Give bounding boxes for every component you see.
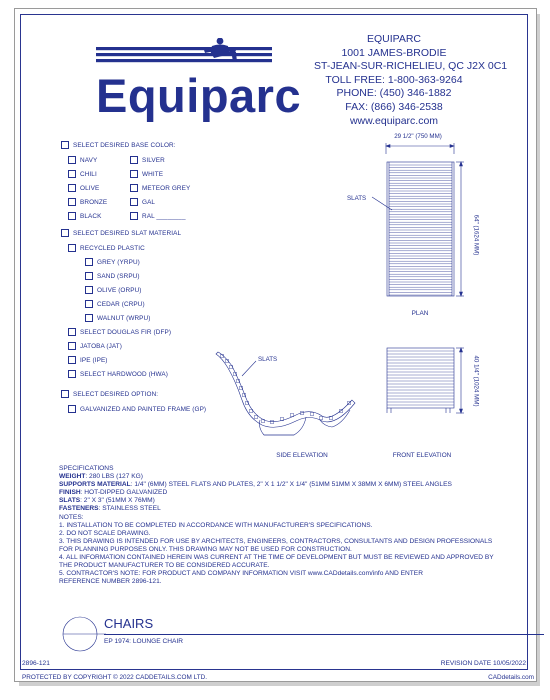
checkbox[interactable] xyxy=(68,342,76,350)
logo-text: Equiparc xyxy=(96,69,302,122)
side-slat xyxy=(270,420,273,423)
website: www.equiparc.com xyxy=(349,114,439,127)
plastic-color-option[interactable] xyxy=(85,300,145,308)
front-elevation-label: FRONT ELEVATION xyxy=(392,452,452,459)
plan-length-dimension: 64" (1624 MM) xyxy=(472,214,480,256)
spec-value: : 2" X 3" (51MM X 76MM) xyxy=(80,497,155,504)
side-slat xyxy=(254,415,257,418)
note-line: 5. CONTRACTOR'S NOTE: FOR PRODUCT AND COMPANY INFORMATION VISIT www.CADdetails.com/info AND ENTER xyxy=(59,570,423,577)
note-line: 4. ALL INFORMATION CONTAINED HEREIN WAS CURRENT AT THE TIME OF DEVELOPMENT BUT MUST BE REVIEWED AND APPROVED BY xyxy=(59,554,494,561)
option-label: SELECT DOUGLAS FIR (DFP) xyxy=(80,328,172,336)
checkbox[interactable] xyxy=(68,212,76,220)
option-label: GALVANIZED AND PAINTED FRAME (GP) xyxy=(80,405,207,413)
checkbox[interactable] xyxy=(130,212,138,220)
caddetails-link[interactable]: CADdetails.com xyxy=(488,674,534,681)
option-label: SELECT DESIRED SLAT MATERIAL xyxy=(73,229,182,237)
color-option[interactable] xyxy=(68,212,101,220)
option-label: IPE (IPE) xyxy=(80,356,108,364)
company-name: EQUIPARC xyxy=(366,33,422,45)
slat-option[interactable] xyxy=(68,342,122,350)
spec-value: : 1/4" (6MM) STEEL FLATS AND PLATES, 2" X 1 1/2" X 1/4" (51MM 51MM X 38MM X 6MM) STEEL ANGLES xyxy=(130,481,452,488)
checkbox[interactable] xyxy=(61,229,69,237)
option-label: METEOR GREY xyxy=(142,184,191,192)
plan-width-dimension: 29 1/2" (750 MM) xyxy=(394,133,442,140)
notes-title: NOTES: xyxy=(59,514,84,521)
option-label: WALNUT (WRPU) xyxy=(97,314,151,322)
plastic-color-option[interactable] xyxy=(85,258,140,266)
spec-value: : 280 LBS (127 KG) xyxy=(85,473,143,480)
drawing-subtitle: EP 1974: LOUNGE CHAIR xyxy=(104,638,184,645)
slat-material-heading[interactable] xyxy=(61,229,181,237)
checkbox[interactable] xyxy=(85,300,93,308)
title-circle-symbol xyxy=(58,614,108,654)
spec-line xyxy=(59,489,167,497)
checkbox[interactable] xyxy=(68,356,76,364)
option-label: CHILI xyxy=(80,170,97,178)
base-color-heading[interactable] xyxy=(61,141,176,149)
option-label: SELECT HARDWOOD (HWA) xyxy=(80,370,169,378)
spec-label: FINISH xyxy=(59,489,81,496)
checkbox[interactable] xyxy=(68,370,76,378)
slat-option[interactable] xyxy=(68,370,168,378)
note-line: REFERENCE NUMBER 2896-121. xyxy=(59,578,162,585)
spec-label: SUPPORTS MATERIAL xyxy=(59,481,131,488)
checkbox[interactable] xyxy=(85,272,93,280)
spec-line xyxy=(59,473,143,481)
option-label: NAVY xyxy=(80,156,98,164)
color-option[interactable] xyxy=(130,184,190,192)
option-label: SILVER xyxy=(142,156,165,164)
spec-label: WEIGHT xyxy=(59,473,86,480)
spec-line xyxy=(59,497,155,505)
contact-block xyxy=(314,33,508,128)
color-option[interactable] xyxy=(130,170,163,178)
spec-value: : HOT-DIPPED GALVANIZED xyxy=(80,489,168,496)
note-line: 3. THIS DRAWING IS INTENDED FOR USE BY ARCHITECTS, ENGINEERS, CONTRACTORS, CONSULTANTS AND DESIGN PROFESSIONALS xyxy=(59,538,493,545)
option-label: BRONZE xyxy=(80,198,108,206)
plastic-color-option[interactable] xyxy=(85,314,151,322)
note-line: 2. DO NOT SCALE DRAWING. xyxy=(59,530,151,537)
checkbox[interactable] xyxy=(130,198,138,206)
side-slat xyxy=(319,416,322,419)
option-label: OLIVE xyxy=(80,184,100,192)
checkbox[interactable] xyxy=(68,244,76,252)
checkbox[interactable] xyxy=(130,184,138,192)
checkbox[interactable] xyxy=(85,286,93,294)
color-option[interactable] xyxy=(130,212,186,220)
note-line: 1. INSTALLATION TO BE COMPLETED IN ACCORDANCE WITH MANUFACTURER'S SPECIFICATIONS. xyxy=(59,522,373,529)
side-slats xyxy=(220,354,350,423)
option-heading[interactable] xyxy=(61,390,158,398)
option-label: WHITE xyxy=(142,170,164,178)
option-label: BLACK xyxy=(80,212,102,220)
checkbox[interactable] xyxy=(85,258,93,266)
option-label: GAL xyxy=(142,198,156,206)
slat-option[interactable] xyxy=(68,356,108,364)
color-option[interactable] xyxy=(130,198,155,206)
address-line-1: 1001 JAMES-BRODIE xyxy=(341,46,447,59)
frame-option[interactable] xyxy=(68,405,206,413)
note-line: THE PRODUCT MANUFACTURER TO BE CONSIDERED ACCURATE. xyxy=(59,562,270,569)
spec-line xyxy=(59,505,161,513)
color-option[interactable] xyxy=(68,198,107,206)
side-slat xyxy=(310,412,313,415)
side-elevation-label: SIDE ELEVATION xyxy=(276,452,328,459)
fax: FAX: (866) 346-2538 xyxy=(345,100,443,113)
checkbox[interactable] xyxy=(68,328,76,336)
checkbox[interactable] xyxy=(68,156,76,164)
drawing-title: CHAIRS xyxy=(104,616,154,631)
reference-number: 2896-121 xyxy=(22,660,50,667)
checkbox[interactable] xyxy=(61,390,69,398)
equiparc-logo xyxy=(96,38,302,133)
revision-date: REVISION DATE 10/05/2022 xyxy=(440,660,526,667)
spec-line xyxy=(59,481,452,489)
option-label: CEDAR (CRPU) xyxy=(97,300,145,308)
spec-value: : STAINLESS STEEL xyxy=(98,505,161,512)
option-label: SELECT DESIRED OPTION: xyxy=(73,390,159,398)
plastic-color-option[interactable] xyxy=(85,286,142,294)
checkbox[interactable] xyxy=(68,405,76,413)
front-slats xyxy=(387,351,454,405)
title-divider xyxy=(104,634,544,635)
color-option[interactable] xyxy=(130,156,165,164)
option-label: RECYCLED PLASTIC xyxy=(80,244,145,252)
checkbox[interactable] xyxy=(68,184,76,192)
option-label: RAL ________ xyxy=(142,212,186,220)
technical-drawing xyxy=(200,130,500,460)
checkbox[interactable] xyxy=(130,156,138,164)
color-option[interactable] xyxy=(68,156,97,164)
spec-label: SLATS xyxy=(59,497,81,504)
side-slats-label: SLATS xyxy=(258,356,278,363)
front-height-dimension: 40 1/4" (1024 MM) xyxy=(472,355,480,407)
checkbox[interactable] xyxy=(85,314,93,322)
plan-slats xyxy=(389,165,452,295)
option-label: SAND (SRPU) xyxy=(97,272,140,280)
toll-free: TOLL FREE: 1-800-363-9264 xyxy=(325,73,463,86)
phone: PHONE: (450) 346-1882 xyxy=(336,87,452,100)
checkbox[interactable] xyxy=(61,141,69,149)
plan-label: PLAN xyxy=(411,310,429,317)
slat-option[interactable] xyxy=(68,244,145,252)
spec-label: FASTENERS xyxy=(59,505,99,512)
plastic-color-option[interactable] xyxy=(85,272,140,280)
color-option[interactable] xyxy=(68,170,97,178)
checkbox[interactable] xyxy=(130,170,138,178)
copyright: PROTECTED BY COPYRIGHT © 2022 CADDETAILS.COM LTD. xyxy=(22,674,207,681)
plan-slats-label: SLATS xyxy=(347,195,367,202)
option-label: JATOBA (JAT) xyxy=(80,342,123,350)
option-label: SELECT DESIRED BASE COLOR: xyxy=(73,141,176,149)
note-line: FOR PLANNING PURPOSES ONLY. THIS DRAWING MAY NOT BE USED FOR CONSTRUCTION. xyxy=(59,546,352,553)
option-label: OLIVE (ORPU) xyxy=(97,286,142,294)
slat-option[interactable] xyxy=(68,328,171,336)
checkbox[interactable] xyxy=(68,170,76,178)
address-line-2: ST-JEAN-SUR-RICHELIEU, QC J2X 0C1 xyxy=(314,60,508,73)
checkbox[interactable] xyxy=(68,198,76,206)
color-option[interactable] xyxy=(68,184,99,192)
option-label: GREY (YRPU) xyxy=(97,258,140,266)
specifications-title: SPECIFICATIONS xyxy=(59,465,114,472)
